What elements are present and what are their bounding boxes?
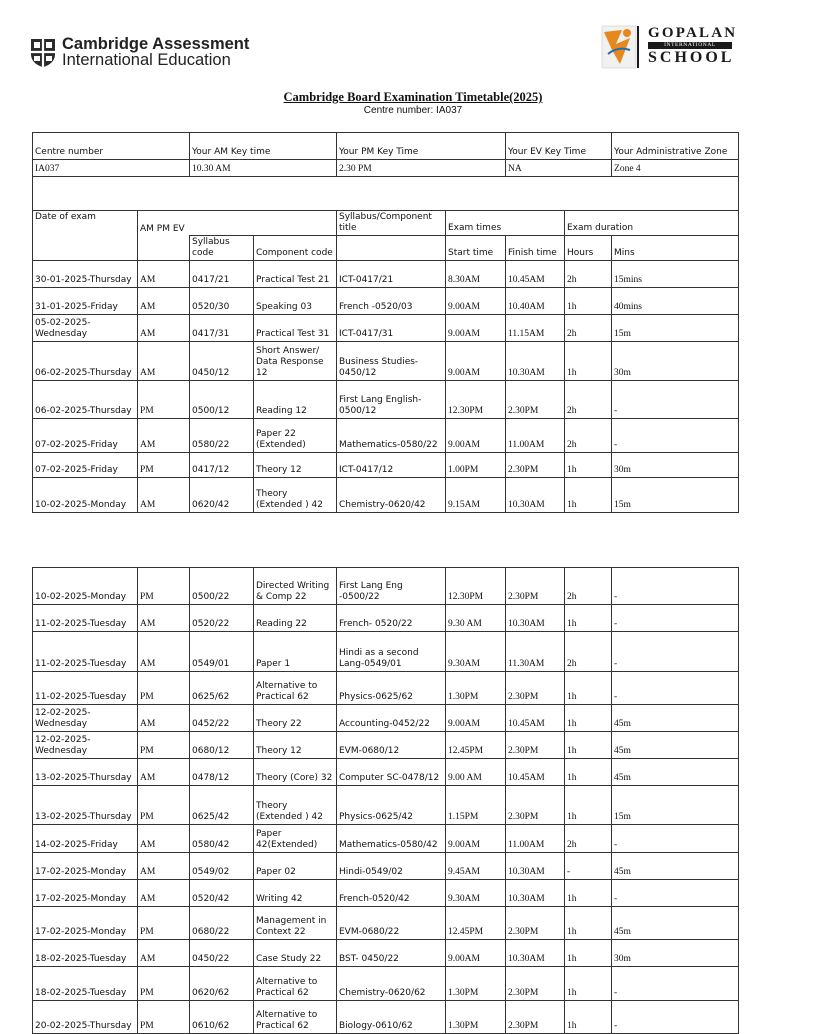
exam-row: [33, 288, 739, 315]
exam-cell: Practical Test 31: [254, 315, 337, 342]
exam-cell: Theory 12: [254, 732, 337, 759]
exam-cell: AM: [138, 705, 190, 732]
exam-cell: 18-02-2025-Tuesday: [33, 967, 138, 1001]
exam-row: [33, 705, 739, 732]
exam-cell: 9.00 AM: [446, 759, 506, 786]
exam-cell: 0452/22: [190, 705, 254, 732]
exam-cell: Paper 42(Extended): [254, 825, 337, 853]
exam-cell: Reading 22: [254, 605, 337, 632]
info-value: Zone 4: [612, 160, 739, 177]
exam-cell: 0625/42: [190, 786, 254, 825]
exam-row: [33, 907, 739, 940]
exam-cell: Paper 02: [254, 853, 337, 880]
exam-cell: Paper 1: [254, 632, 337, 672]
exam-cell: First Lang English-0500/12: [337, 381, 446, 419]
exam-row: [33, 419, 739, 453]
exam-cell: 0520/42: [190, 880, 254, 907]
exam-cell: 2h: [565, 568, 612, 605]
exam-cell: 0610/62: [190, 1001, 254, 1034]
exam-cell: -: [612, 568, 739, 605]
exam-cell: 12.45PM: [446, 907, 506, 940]
exam-cell: 40mins: [612, 288, 739, 315]
exam-cell: 2.30PM: [506, 453, 565, 478]
exam-cell: 2h: [565, 381, 612, 419]
exam-cell: AM: [138, 478, 190, 513]
info-value: 10.30 AM: [190, 160, 337, 177]
exam-cell: 0500/12: [190, 381, 254, 419]
exam-cell: 2.30PM: [506, 967, 565, 1001]
exam-cell: Practical Test 21: [254, 261, 337, 288]
exam-cell: AM: [138, 759, 190, 786]
exam-row: [33, 478, 739, 513]
exam-cell: 1h: [565, 880, 612, 907]
exam-cell: 15m: [612, 786, 739, 825]
exam-cell: 10.30AM: [506, 940, 565, 967]
exam-cell: 0580/42: [190, 825, 254, 853]
exam-cell: PM: [138, 568, 190, 605]
exam-cell: 11.00AM: [506, 825, 565, 853]
exam-cell: First Lang Eng -0500/22: [337, 568, 446, 605]
exam-cell: Management in Context 22: [254, 907, 337, 940]
cambridge-logo: [30, 35, 250, 70]
exam-cell: 17-02-2025-Monday: [33, 880, 138, 907]
exam-row: [33, 786, 739, 825]
exam-row: [33, 732, 739, 759]
exam-cell: AM: [138, 880, 190, 907]
exam-cell: 1h: [565, 907, 612, 940]
exam-cell: 9.00AM: [446, 940, 506, 967]
exam-cell: 2.30PM: [506, 1001, 565, 1034]
exam-cell: 15m: [612, 315, 739, 342]
exam-cell: 07-02-2025-Friday: [33, 453, 138, 478]
exam-cell: 9.00AM: [446, 705, 506, 732]
exam-cell: 11.00AM: [506, 419, 565, 453]
exam-cell: 1h: [565, 1001, 612, 1034]
exam-cell: AM: [138, 825, 190, 853]
exam-row: [33, 967, 739, 1001]
exam-cell: EVM-0680/22: [337, 907, 446, 940]
exam-cell: 12.45PM: [446, 732, 506, 759]
gopalan-logo: [600, 24, 738, 70]
cambridge-crest-icon: [30, 38, 56, 68]
exam-cell: 06-02-2025-Thursday: [33, 381, 138, 419]
exam-cell: 2h: [565, 632, 612, 672]
exam-cell: 1.30PM: [446, 967, 506, 1001]
info-label: Your Administrative Zone: [612, 133, 739, 160]
info-label: Your AM Key time: [190, 133, 337, 160]
col-header-session: AM PM EV: [138, 211, 190, 236]
document-title: Cambridge Board Examination Timetable(2025): [283, 90, 543, 104]
col-header-date: Date of exam: [33, 211, 138, 261]
exam-cell: 0520/22: [190, 605, 254, 632]
col-header-duration: Exam duration: [565, 211, 739, 236]
exam-cell: 1h: [565, 732, 612, 759]
exam-cell: 30m: [612, 940, 739, 967]
exam-cell: Theory 22: [254, 705, 337, 732]
exam-cell: 45m: [612, 853, 739, 880]
exam-cell: AM: [138, 419, 190, 453]
exam-cell: 1.30PM: [446, 672, 506, 705]
exam-row: [33, 880, 739, 907]
exam-cell: Writing 42: [254, 880, 337, 907]
exam-cell: Alternative to Practical 62: [254, 672, 337, 705]
exam-cell: AM: [138, 288, 190, 315]
exam-cell: -: [612, 967, 739, 1001]
exam-cell: AM: [138, 342, 190, 381]
exam-cell: 2h: [565, 825, 612, 853]
exam-cell: 1.00PM: [446, 453, 506, 478]
exam-cell: AM: [138, 632, 190, 672]
exam-cell: -: [612, 605, 739, 632]
exam-cell: 10.40AM: [506, 288, 565, 315]
exam-cell: PM: [138, 967, 190, 1001]
exam-cell: 06-02-2025-Thursday: [33, 342, 138, 381]
exam-cell: AM: [138, 261, 190, 288]
exam-cell: 1h: [565, 605, 612, 632]
exam-cell: 10.45AM: [506, 261, 565, 288]
exam-cell: Mathematics-0580/42: [337, 825, 446, 853]
exam-cell: 30-01-2025-Thursday: [33, 261, 138, 288]
exam-cell: 9.30 AM: [446, 605, 506, 632]
exam-row: [33, 825, 739, 853]
exam-cell: 15mins: [612, 261, 739, 288]
col-header-component-code: Component code: [254, 236, 337, 261]
exam-cell: 1h: [565, 967, 612, 1001]
exam-cell: 18-02-2025-Tuesday: [33, 940, 138, 967]
exam-cell: 30m: [612, 342, 739, 381]
exam-cell: 0417/31: [190, 315, 254, 342]
exam-cell: -: [612, 632, 739, 672]
school-name-line-3: SCHOOL: [648, 49, 735, 66]
exam-row: [33, 453, 739, 478]
exam-cell: 1h: [565, 478, 612, 513]
exam-cell: 1h: [565, 453, 612, 478]
exam-row: [33, 759, 739, 786]
exam-cell: EVM-0680/12: [337, 732, 446, 759]
info-header-row: [33, 133, 739, 160]
exam-cell: 0450/22: [190, 940, 254, 967]
exam-cell: 0680/22: [190, 907, 254, 940]
exam-cell: French -0520/03: [337, 288, 446, 315]
timetable-part-1: [32, 132, 739, 513]
exam-cell: 0549/01: [190, 632, 254, 672]
exam-cell: 11-02-2025-Tuesday: [33, 632, 138, 672]
column-header-row-2: [33, 236, 739, 261]
exam-cell: 17-02-2025-Monday: [33, 907, 138, 940]
exam-row: [33, 568, 739, 605]
exam-cell: Hindi as a second Lang-0549/01: [337, 632, 446, 672]
exam-cell: 9.00AM: [446, 419, 506, 453]
exam-cell: 11-02-2025-Tuesday: [33, 672, 138, 705]
exam-cell: 0417/21: [190, 261, 254, 288]
exam-cell: Alternative to Practical 62: [254, 967, 337, 1001]
exam-cell: 2.30PM: [506, 568, 565, 605]
exam-cell: 9.00AM: [446, 288, 506, 315]
timetable-part-2: [32, 567, 739, 1034]
exam-cell: 45m: [612, 705, 739, 732]
exam-cell: PM: [138, 786, 190, 825]
exam-cell: Chemistry-0620/42: [337, 478, 446, 513]
exam-cell: 9.30AM: [446, 880, 506, 907]
exam-cell: 1.30PM: [446, 1001, 506, 1034]
exam-cell: 0580/22: [190, 419, 254, 453]
exam-cell: 10.45AM: [506, 759, 565, 786]
exam-row: [33, 632, 739, 672]
exam-cell: Mathematics-0580/22: [337, 419, 446, 453]
exam-cell: 13-02-2025-Thursday: [33, 786, 138, 825]
exam-cell: -: [612, 381, 739, 419]
exam-cell: 13-02-2025-Thursday: [33, 759, 138, 786]
exam-cell: 11-02-2025-Tuesday: [33, 605, 138, 632]
exam-cell: ICT-0417/31: [337, 315, 446, 342]
exam-cell: PM: [138, 732, 190, 759]
exam-cell: 10.30AM: [506, 605, 565, 632]
exam-cell: Speaking 03: [254, 288, 337, 315]
exam-cell: Chemistry-0620/62: [337, 967, 446, 1001]
exam-cell: 9.00AM: [446, 825, 506, 853]
exam-cell: Reading 12: [254, 381, 337, 419]
info-label: Your EV Key Time: [506, 133, 612, 160]
exam-cell: 07-02-2025-Friday: [33, 419, 138, 453]
exam-cell: PM: [138, 1001, 190, 1034]
exam-cell: 1h: [565, 672, 612, 705]
exam-cell: 9.30AM: [446, 632, 506, 672]
exam-cell: 9.00AM: [446, 342, 506, 381]
exam-cell: 30m: [612, 453, 739, 478]
exam-cell: 8.30AM: [446, 261, 506, 288]
exam-cell: 9.45AM: [446, 853, 506, 880]
exam-cell: Directed Writing & Comp 22: [254, 568, 337, 605]
exam-cell: 2.30PM: [506, 732, 565, 759]
exam-cell: AM: [138, 940, 190, 967]
exam-cell: 10.30AM: [506, 342, 565, 381]
exam-cell: 1h: [565, 940, 612, 967]
info-value: NA: [506, 160, 612, 177]
exam-cell: 0417/12: [190, 453, 254, 478]
exam-cell: Theory (Extended ) 42: [254, 786, 337, 825]
school-emblem-icon: [600, 24, 644, 70]
exam-cell: 0478/12: [190, 759, 254, 786]
exam-cell: 31-01-2025-Friday: [33, 288, 138, 315]
exam-cell: 2h: [565, 419, 612, 453]
exam-row: [33, 261, 739, 288]
exam-cell: 12-02-2025-Wednesday: [33, 732, 138, 759]
col-header-hours: Hours: [565, 236, 612, 261]
exam-cell: -: [565, 853, 612, 880]
exam-cell: 10.30AM: [506, 478, 565, 513]
exam-cell: 11.30AM: [506, 632, 565, 672]
exam-cell: 0500/22: [190, 568, 254, 605]
exam-cell: BST- 0450/22: [337, 940, 446, 967]
exam-row: [33, 672, 739, 705]
exam-cell: Physics-0625/42: [337, 786, 446, 825]
exam-cell: 0620/62: [190, 967, 254, 1001]
exam-cell: 10.30AM: [506, 853, 565, 880]
exam-cell: 1h: [565, 786, 612, 825]
exam-cell: Theory (Core) 32: [254, 759, 337, 786]
exam-cell: 45m: [612, 732, 739, 759]
exam-cell: 12.30PM: [446, 568, 506, 605]
exam-cell: 45m: [612, 907, 739, 940]
exam-cell: -: [612, 672, 739, 705]
column-header-row-1: [33, 211, 739, 236]
exam-cell: PM: [138, 672, 190, 705]
exam-cell: Business Studies-0450/12: [337, 342, 446, 381]
exam-cell: 9.15AM: [446, 478, 506, 513]
info-value: 2.30 PM: [337, 160, 506, 177]
exam-cell: 1h: [565, 288, 612, 315]
exam-cell: 1h: [565, 759, 612, 786]
exam-cell: French-0520/42: [337, 880, 446, 907]
exam-cell: PM: [138, 907, 190, 940]
exam-cell: ICT-0417/21: [337, 261, 446, 288]
col-header-exam-times: Exam times: [446, 211, 565, 236]
logo-line-2: International Education: [62, 51, 231, 69]
exam-cell: 12.30PM: [446, 381, 506, 419]
col-header-finish: Finish time: [506, 236, 565, 261]
exam-cell: 2.30PM: [506, 907, 565, 940]
exam-cell: 0549/02: [190, 853, 254, 880]
exam-cell: 0625/62: [190, 672, 254, 705]
exam-cell: 10.45AM: [506, 705, 565, 732]
exam-cell: 2h: [565, 261, 612, 288]
exam-row: [33, 381, 739, 419]
info-label: Centre number: [33, 133, 190, 160]
exam-cell: 20-02-2025-Thursday: [33, 1001, 138, 1034]
exam-cell: -: [612, 1001, 739, 1034]
exam-cell: ICT-0417/12: [337, 453, 446, 478]
info-value: IA037: [33, 160, 190, 177]
exam-cell: 17-02-2025-Monday: [33, 853, 138, 880]
exam-cell: 1h: [565, 705, 612, 732]
exam-cell: Computer SC-0478/12: [337, 759, 446, 786]
exam-cell: -: [612, 880, 739, 907]
centre-number-line: Centre number: IA037: [363, 105, 463, 116]
col-header-start: Start time: [446, 236, 506, 261]
exam-cell: 2h: [565, 315, 612, 342]
exam-cell: 9.00AM: [446, 315, 506, 342]
school-name-line-1: GOPALAN: [648, 25, 738, 41]
exam-row: [33, 1001, 739, 1034]
exam-cell: 14-02-2025-Friday: [33, 825, 138, 853]
exam-cell: French- 0520/22: [337, 605, 446, 632]
exam-cell: Theory (Extended ) 42: [254, 478, 337, 513]
exam-cell: 0620/42: [190, 478, 254, 513]
col-header-title: Syllabus/Component title: [337, 211, 446, 236]
exam-cell: AM: [138, 853, 190, 880]
exam-cell: Short Answer/ Data Response 12: [254, 342, 337, 381]
exam-cell: 05-02-2025-Wednesday: [33, 315, 138, 342]
logo-line-1: Cambridge Assessment: [62, 35, 250, 53]
exam-cell: 45m: [612, 759, 739, 786]
school-name-line-2: INTERNATIONAL: [648, 42, 732, 49]
exam-cell: 10-02-2025-Monday: [33, 568, 138, 605]
exam-cell: 2.30PM: [506, 381, 565, 419]
spacer-row: [33, 177, 739, 211]
exam-cell: Accounting-0452/22: [337, 705, 446, 732]
exam-cell: AM: [138, 605, 190, 632]
col-header-syllabus-code: Syllabus code: [190, 236, 254, 261]
exam-cell: Theory 12: [254, 453, 337, 478]
exam-cell: -: [612, 419, 739, 453]
exam-cell: PM: [138, 381, 190, 419]
exam-cell: 2.30PM: [506, 786, 565, 825]
exam-cell: 10.30AM: [506, 880, 565, 907]
exam-cell: 0520/30: [190, 288, 254, 315]
exam-cell: Case Study 22: [254, 940, 337, 967]
exam-row: [33, 605, 739, 632]
exam-row: [33, 853, 739, 880]
exam-cell: 0680/12: [190, 732, 254, 759]
exam-cell: 11.15AM: [506, 315, 565, 342]
exam-row: [33, 315, 739, 342]
exam-row: [33, 342, 739, 381]
exam-cell: 1.15PM: [446, 786, 506, 825]
exam-cell: 1h: [565, 342, 612, 381]
exam-cell: Paper 22 (Extended): [254, 419, 337, 453]
exam-cell: 15m: [612, 478, 739, 513]
exam-cell: PM: [138, 453, 190, 478]
exam-cell: 12-02-2025-Wednesday: [33, 705, 138, 732]
exam-cell: Alternative to Practical 62: [254, 1001, 337, 1034]
exam-cell: AM: [138, 315, 190, 342]
exam-cell: Biology-0610/62: [337, 1001, 446, 1034]
exam-cell: Hindi-0549/02: [337, 853, 446, 880]
info-label: Your PM Key Time: [337, 133, 506, 160]
exam-cell: 2.30PM: [506, 672, 565, 705]
exam-cell: 10-02-2025-Monday: [33, 478, 138, 513]
col-header-mins: Mins: [612, 236, 739, 261]
exam-cell: Physics-0625/62: [337, 672, 446, 705]
exam-cell: 0450/12: [190, 342, 254, 381]
info-value-row: [33, 160, 739, 177]
exam-cell: -: [612, 825, 739, 853]
exam-row: [33, 940, 739, 967]
